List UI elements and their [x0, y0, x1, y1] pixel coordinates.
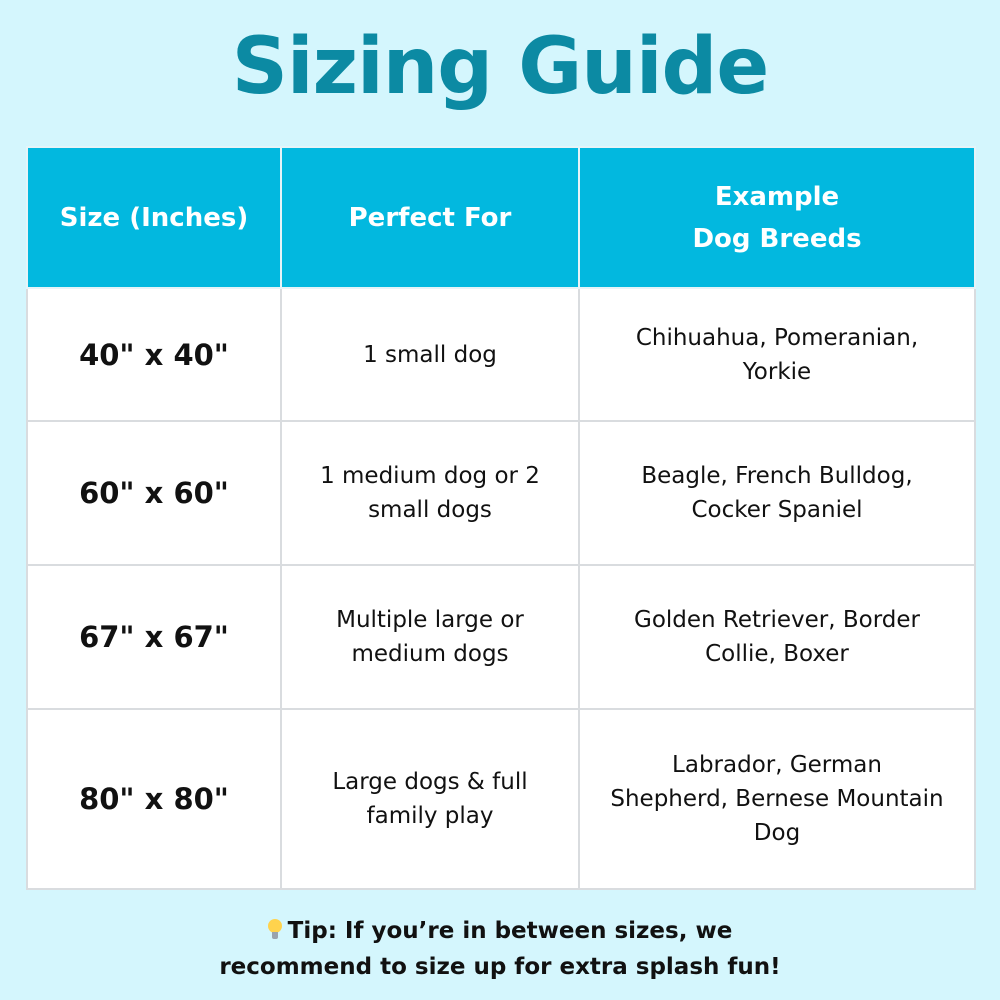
breeds-cell: [579, 421, 975, 565]
cell-line: Shepherd, Bernese Mountain: [610, 786, 944, 812]
header-perfect-for: Perfect For: [281, 147, 579, 288]
cell-line: family play: [366, 803, 494, 829]
cell-line: Multiple large or: [336, 607, 524, 633]
table-header-row: [27, 147, 975, 288]
cell-line: medium dogs: [351, 641, 509, 667]
table-row: [27, 288, 975, 421]
size-cell: 80" x 80": [27, 709, 281, 889]
header-example-line1: Example: [714, 181, 840, 212]
breeds-cell: [579, 288, 975, 421]
tip-line-1: [0, 913, 1000, 949]
cell-line: Yorkie: [742, 358, 812, 385]
cell-line: Dog: [753, 820, 801, 846]
cell-line: Golden Retriever, Border: [634, 607, 920, 633]
table-row: [27, 709, 975, 889]
header-example-line2: Dog Breeds: [692, 223, 862, 254]
cell-line: Collie, Boxer: [705, 641, 849, 667]
perfect-for-cell: [281, 709, 579, 889]
breeds-cell: [579, 709, 975, 889]
perfect-for-cell: [281, 421, 579, 565]
size-cell: 67" x 67": [27, 565, 281, 709]
cell-line: Beagle, French Bulldog,: [641, 463, 913, 489]
cell-line: 1 small dog: [363, 341, 497, 368]
cell-line: Large dogs & full: [332, 769, 528, 795]
cell-line: 1 medium dog or 2: [320, 463, 540, 489]
lightbulb-icon: [268, 919, 282, 941]
cell-line: Labrador, German: [672, 752, 882, 778]
tip-text-line2: recommend to size up for extra splash fun!: [219, 954, 781, 980]
page-title: Sizing Guide: [231, 22, 769, 112]
tip-text-line1: Tip: If you’re in between sizes, we: [287, 918, 733, 944]
breeds-cell: [579, 565, 975, 709]
size-cell: 60" x 60": [27, 421, 281, 565]
sizing-table: [26, 146, 976, 890]
header-size: Size (Inches): [27, 147, 281, 288]
tip-note: [0, 913, 1000, 985]
header-example-breeds: [579, 147, 975, 288]
cell-line: Chihuahua, Pomeranian,: [635, 324, 919, 351]
perfect-for-cell: [281, 565, 579, 709]
size-cell: 40" x 40": [27, 288, 281, 421]
cell-line: small dogs: [368, 497, 492, 523]
perfect-for-cell: [281, 288, 579, 421]
table-row: [27, 421, 975, 565]
table-row: [27, 565, 975, 709]
cell-line: Cocker Spaniel: [691, 497, 863, 523]
